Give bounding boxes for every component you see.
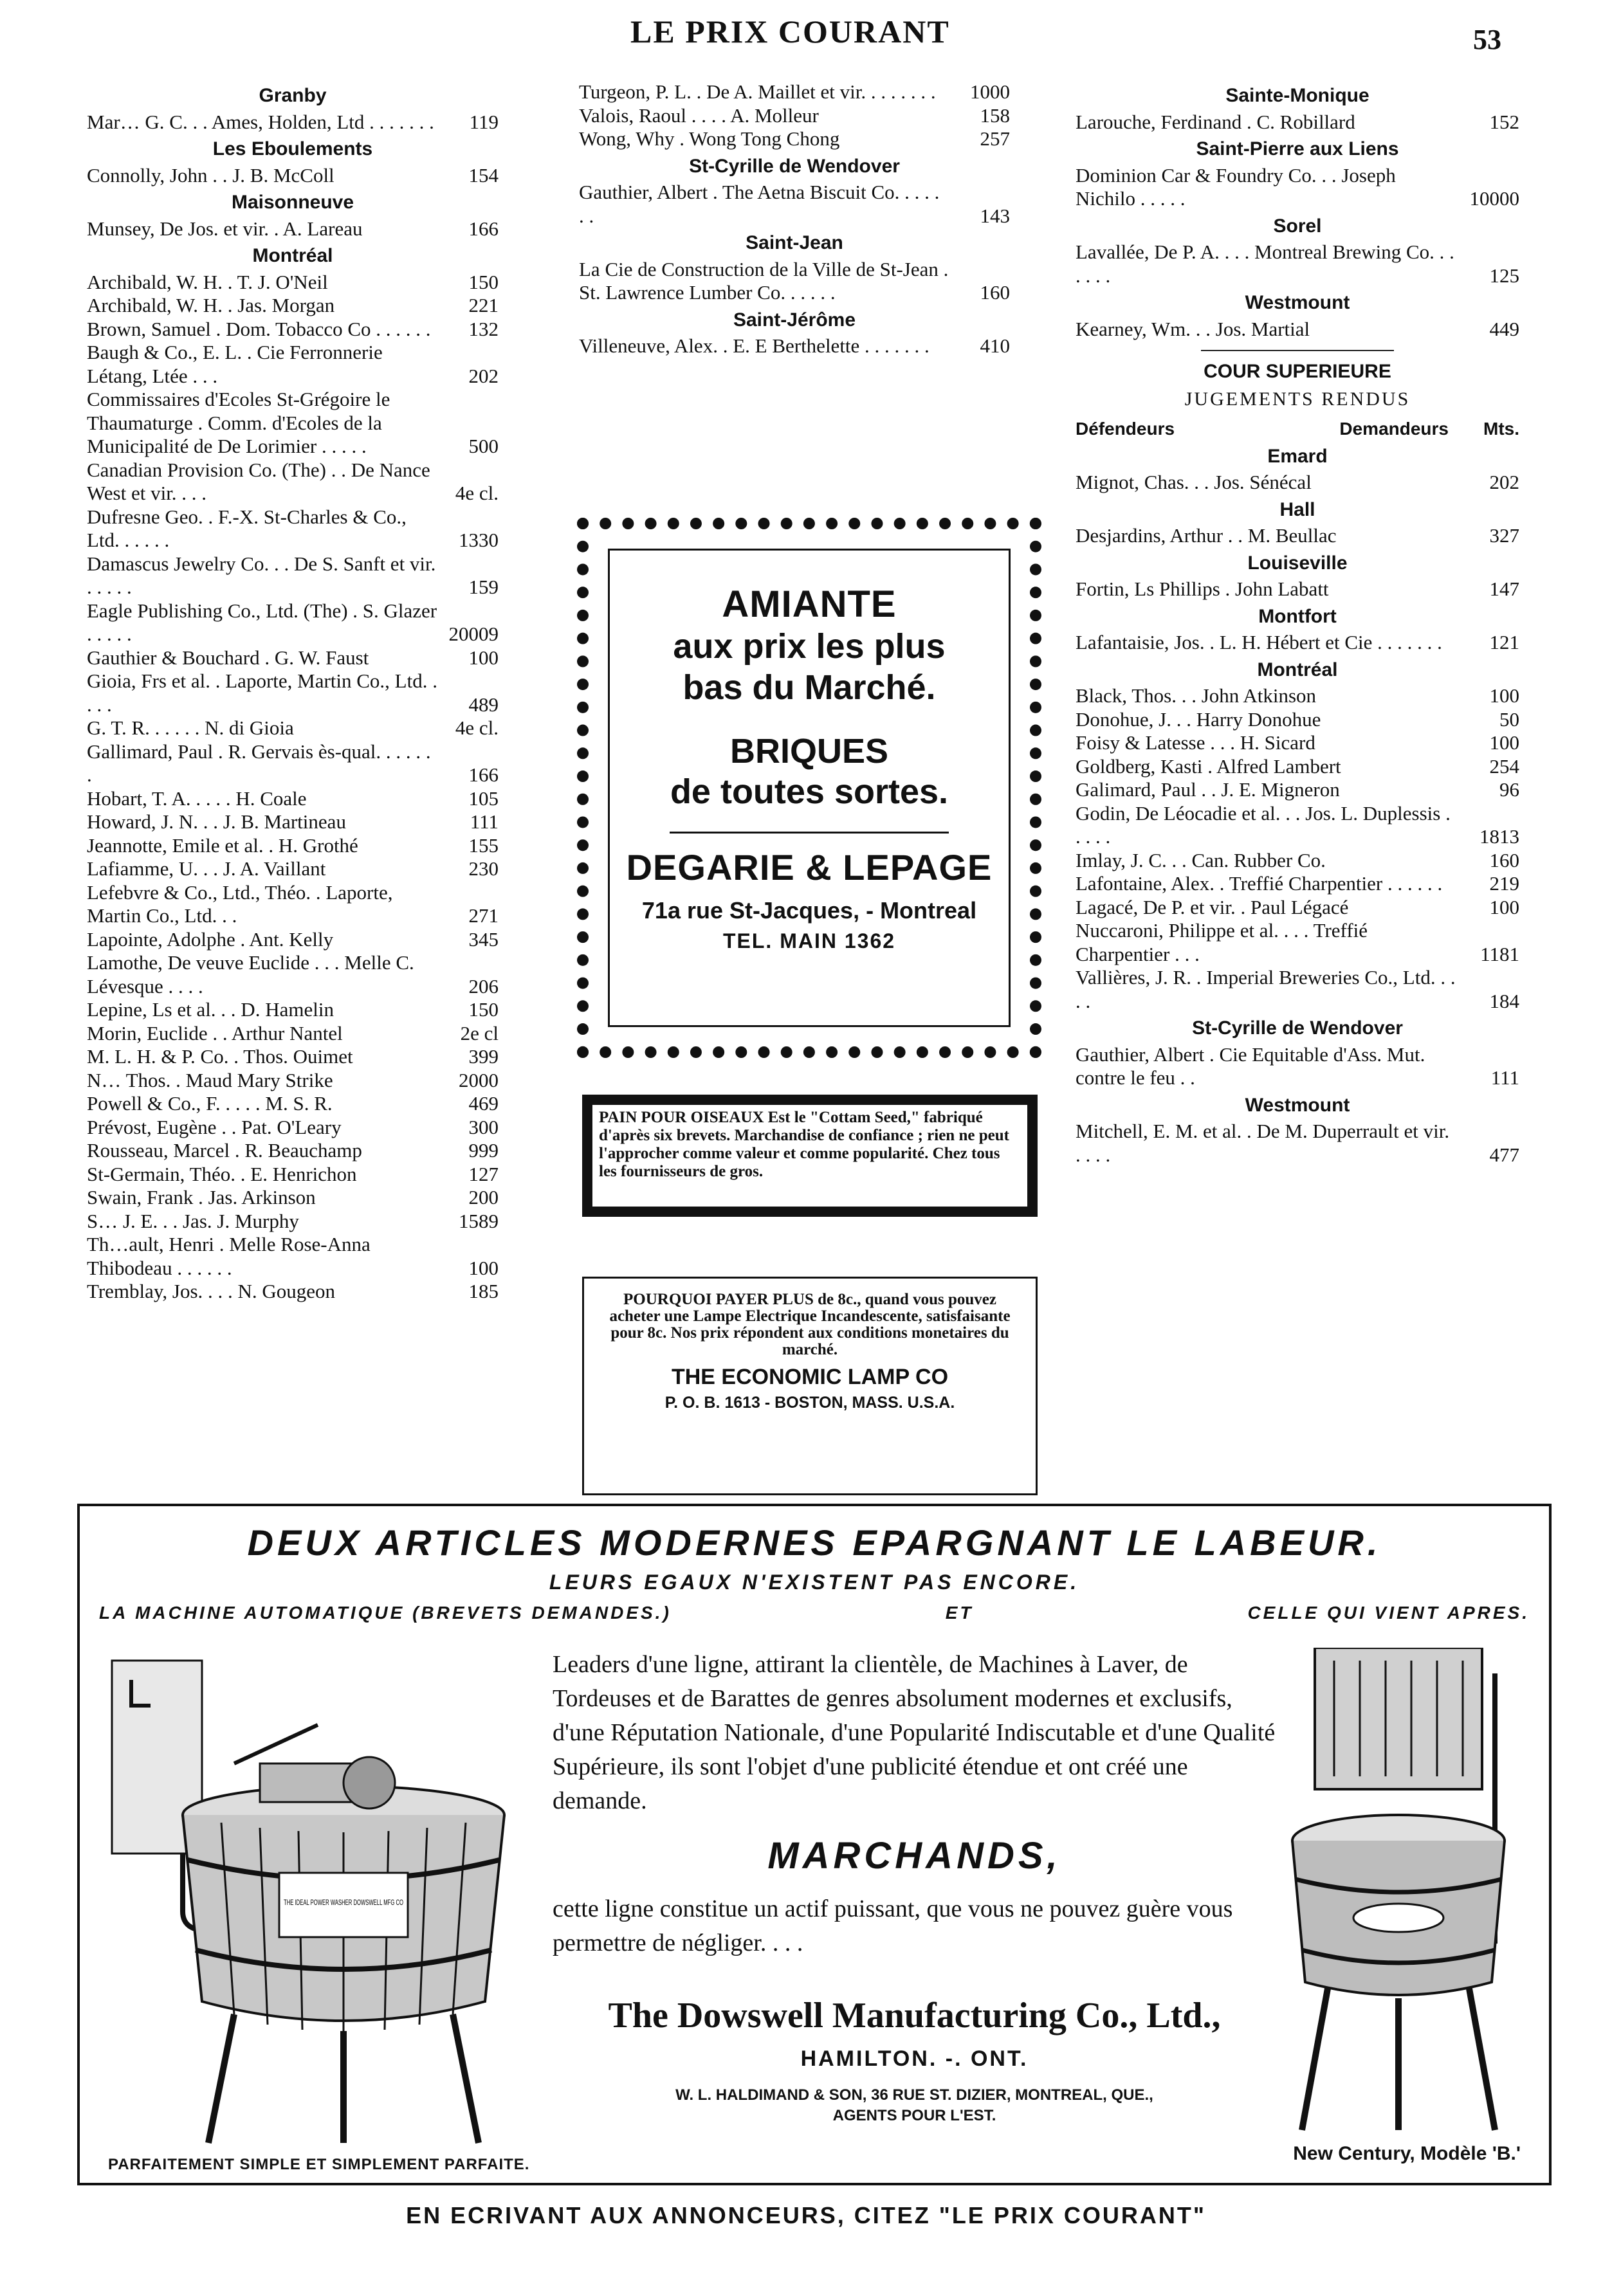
- entry-parties: Goldberg, Kasti . Alfred Lambert: [1076, 754, 1341, 778]
- ad-merchants-heading: MARCHANDS,: [767, 1835, 1061, 1877]
- entry-amount: 125: [1489, 264, 1519, 287]
- lamp-advertisement: [582, 1277, 1038, 1495]
- entry-parties: Gauthier, Albert . Cie Equitable d'Ass. Mut. contre le feu . .: [1076, 1043, 1425, 1089]
- column-header: Mts.: [1483, 419, 1519, 439]
- listing-entry: [1076, 708, 1519, 732]
- entry-amount: 1330: [459, 529, 499, 551]
- entry-parties: Kearney, Wm. . . Jos. Martial: [1076, 317, 1310, 340]
- listing-entry: [87, 834, 499, 858]
- entry-amount: 166: [468, 217, 499, 240]
- entry-parties: Dufresne Geo. . F.-X. St-Charles & Co., Ltd. . . . . .: [87, 505, 407, 551]
- entry-parties: Lagacé, De P. et vir. . Paul Légacé: [1076, 895, 1349, 918]
- listing-entry: [87, 1163, 499, 1187]
- listing-entry: [87, 1233, 499, 1280]
- entry-parties: Gauthier & Bouchard . G. W. Faust: [87, 646, 369, 669]
- listing-entry: [1076, 1120, 1519, 1167]
- entry-parties: Brown, Samuel . Dom. Tobacco Co . . . . . .: [87, 317, 431, 340]
- entry-parties: Fortin, Ls Phillips . John Labatt: [1076, 578, 1329, 600]
- entry-parties: Valois, Raoul . . . . A. Molleur: [579, 104, 819, 127]
- listing-entry: [87, 1186, 499, 1210]
- entry-parties: Gauthier, Albert . The Aetna Biscuit Co. . . . . . .: [579, 181, 940, 227]
- entry-amount: 999: [468, 1139, 499, 1162]
- listing-entry: [87, 1045, 499, 1069]
- entry-parties: Donohue, J. . . Harry Donohue: [1076, 707, 1321, 731]
- section-heading: St-Cyrille de Wendover: [1192, 1017, 1403, 1039]
- entry-amount: 154: [468, 163, 499, 187]
- listing-entry: [1076, 471, 1519, 495]
- column-header: Demandeurs: [1339, 419, 1449, 439]
- entry-amount: 150: [468, 998, 499, 1021]
- entry-parties: Dominion Car & Foundry Co. . . Joseph Nichilo . . . . .: [1076, 163, 1396, 210]
- entry-amount: 159: [468, 576, 499, 598]
- section-heading: Montréal: [1257, 659, 1338, 680]
- entry-parties: Tremblay, Jos. . . . N. Gougeon: [87, 1280, 336, 1302]
- listing-entry: [87, 810, 499, 834]
- ad-agent-line-2: AGENTS POUR L'EST.: [832, 2107, 996, 2124]
- page-number: 53: [1473, 24, 1501, 55]
- listing-entry: [1076, 849, 1519, 873]
- entry-amount: 271: [468, 904, 499, 927]
- ad-right-label: CELLE QUI VIENT APRES.: [1247, 1603, 1530, 1623]
- entry-parties: Galimard, Paul . . J. E. Migneron: [1076, 778, 1340, 801]
- listing-entry: [87, 928, 499, 952]
- entry-amount: 100: [1489, 895, 1519, 918]
- entry-amount: 221: [468, 294, 499, 316]
- ad-subtitle: LEURS EGAUX N'EXISTENT PAS ENCORE.: [549, 1571, 1080, 1594]
- page-footer: EN ECRIVANT AUX ANNONCEURS, CITEZ "LE PRIX COURANT": [406, 2202, 1206, 2228]
- entry-amount: 147: [1489, 578, 1519, 600]
- entry-amount: 119: [469, 110, 499, 133]
- entry-parties: St-Germain, Théo. . E. Henrichon: [87, 1162, 357, 1185]
- entry-parties: Howard, J. N. . . J. B. Martineau: [87, 810, 346, 833]
- entry-amount: 121: [1489, 631, 1519, 653]
- listing-entry: [87, 716, 499, 740]
- entry-amount: 100: [468, 1256, 499, 1279]
- listing-entry: [87, 459, 499, 506]
- ad-agent-line-1: W. L. HALDIMAND & SON, 36 RUE ST. DIZIER, MONTREAL, QUE.,: [675, 2086, 1153, 2104]
- entry-parties: Turgeon, P. L. . De A. Maillet et vir. . . . . . . .: [579, 80, 936, 103]
- washing-machine-illustration: [105, 1641, 530, 2149]
- section-heading: Emard: [1267, 445, 1328, 467]
- entry-amount: 111: [470, 810, 499, 833]
- listing-entry: [1076, 731, 1519, 755]
- lamp-address: P. O. B. 1613 - BOSTON, MASS. U.S.A.: [664, 1394, 955, 1412]
- entry-amount: 155: [468, 834, 499, 857]
- entry-amount: 449: [1489, 317, 1519, 340]
- section-heading: Montréal: [252, 245, 333, 266]
- section-subheading: JUGEMENTS RENDUS: [1184, 388, 1411, 410]
- ad-left-label: LA MACHINE AUTOMATIQUE (BREVETS DEMANDES.): [99, 1603, 672, 1623]
- listing-entry: [87, 388, 499, 459]
- entry-amount: 4e cl.: [455, 482, 499, 504]
- listing-entry: [1076, 778, 1519, 802]
- amiante-line-1: aux prix les plus: [673, 627, 946, 666]
- listing-entry: [87, 271, 499, 295]
- entry-amount: 2e cl: [460, 1021, 499, 1044]
- entry-parties: Lafiamme, U. . . J. A. Vaillant: [87, 857, 326, 880]
- entry-amount: 185: [468, 1280, 499, 1302]
- section-heading: Maisonneuve: [231, 192, 354, 213]
- listing-entry: [87, 740, 499, 787]
- column-header: Défendeurs: [1076, 419, 1175, 439]
- listing-entry: [579, 334, 1010, 358]
- entry-parties: Th…ault, Henri . Melle Rose-Anna Thibodeau . . . . . .: [87, 1233, 371, 1279]
- entry-parties: Mitchell, E. M. et al. . De M. Duperrault et vir. . . . .: [1076, 1120, 1450, 1166]
- listing-entry: [1076, 755, 1519, 779]
- entry-parties: Lafantaisie, Jos. . L. H. Hébert et Cie . . . . . . .: [1076, 631, 1442, 653]
- listing-entry: [579, 80, 1010, 104]
- entry-amount: 158: [980, 104, 1010, 127]
- lamp-company: THE ECONOMIC LAMP CO: [671, 1365, 949, 1389]
- ad-mid-label: ET: [945, 1603, 974, 1623]
- entry-parties: Foisy & Latesse . . . H. Sicard: [1076, 731, 1315, 754]
- entry-amount: 200: [468, 1186, 499, 1208]
- listing-entry: [87, 217, 499, 241]
- listing-entry: [87, 881, 499, 928]
- entry-parties: Lepine, Ls et al. . . D. Hamelin: [87, 998, 334, 1021]
- listing-entry: [87, 318, 499, 342]
- ad-caption-left: PARFAITEMENT SIMPLE ET SIMPLEMENT PARFAITE.: [108, 2156, 530, 2173]
- entry-parties: Morin, Euclide . . Arthur Nantel: [87, 1021, 343, 1044]
- listing-column-1: [87, 80, 499, 1304]
- section-heading: Granby: [259, 85, 327, 106]
- entry-parties: Mar… G. C. . . Ames, Holden, Ltd . . . . . . .: [87, 110, 434, 133]
- entry-amount: 111: [1490, 1066, 1519, 1089]
- entry-amount: 219: [1489, 872, 1519, 895]
- listing-entry: [579, 181, 1010, 228]
- ad-agents: [553, 2085, 1276, 2126]
- entry-amount: 1589: [459, 1209, 499, 1232]
- section-heading: COUR SUPERIEURE: [1204, 361, 1391, 382]
- entry-amount: 469: [468, 1092, 499, 1115]
- listing-entry: [87, 341, 499, 388]
- entry-amount: 160: [1489, 848, 1519, 871]
- section-heading: Les Eboulements: [212, 138, 373, 159]
- entry-amount: 300: [468, 1115, 499, 1138]
- new-century-washer-illustration: [1289, 1648, 1521, 2137]
- listing-entry: [579, 127, 1010, 151]
- entry-parties: N… Thos. . Maud Mary Strike: [87, 1068, 333, 1091]
- entry-parties: Godin, De Léocadie et al. . . Jos. L. Duplessis . . . . .: [1076, 801, 1451, 848]
- section-heading: Westmount: [1245, 1094, 1350, 1116]
- entry-parties: Baugh & Co., E. L. . Cie Ferronnerie Létang, Ltée . . .: [87, 341, 383, 387]
- entry-amount: 327: [1489, 524, 1519, 547]
- entry-parties: Lefebvre & Co., Ltd., Théo. . Laporte, Martin Co., Ltd. . .: [87, 880, 393, 927]
- listing-entry: [1076, 684, 1519, 708]
- amiante-title: AMIANTE: [722, 583, 897, 625]
- listing-column-3: [1076, 80, 1519, 1167]
- listing-entry: [1076, 524, 1519, 548]
- amiante-telephone: TEL. MAIN 1362: [722, 929, 896, 952]
- listing-entry: [87, 552, 499, 599]
- entry-amount: 254: [1489, 754, 1519, 778]
- amiante-address: 71a rue St-Jacques, - Montreal: [641, 897, 977, 924]
- listing-entry: [1076, 966, 1519, 1013]
- listing-entry: [87, 1116, 499, 1140]
- section-heading: Montfort: [1258, 605, 1337, 627]
- section-heading: Saint-Pierre aux Liens: [1196, 138, 1399, 159]
- briques-title: BRIQUES: [729, 732, 889, 770]
- entry-amount: 50: [1499, 707, 1519, 731]
- listing-entry: [1076, 241, 1519, 287]
- entry-parties: S… J. E. . . Jas. J. Murphy: [87, 1209, 299, 1232]
- entry-amount: 150: [468, 270, 499, 293]
- listing-entry: [87, 787, 499, 811]
- amiante-company: DEGARIE & LEPAGE: [626, 847, 993, 888]
- entry-amount: 345: [468, 927, 499, 951]
- section-heading: Westmount: [1245, 292, 1350, 313]
- listing-entry: [87, 1092, 499, 1116]
- amiante-divider: [670, 832, 949, 834]
- entry-amount: 1181: [1480, 942, 1519, 965]
- entry-amount: 2000: [459, 1068, 499, 1091]
- entry-parties: Vallières, J. R. . Imperial Breweries Co., Ltd. . . . .: [1076, 966, 1456, 1012]
- listing-entry: [1076, 919, 1519, 966]
- lamp-ad-text: POURQUOI PAYER PLUS de 8c., quand vous pouvez acheter une Lampe Electrique Incandescente, satisfaisante pour 8c. Nos prix répondent aux conditions monetaires du marché.: [609, 1291, 1011, 1358]
- listing-entry: [1076, 111, 1519, 134]
- ad-caption-right: New Century, Modèle 'B.': [1293, 2143, 1521, 2164]
- entry-amount: 410: [980, 334, 1010, 357]
- amiante-advertisement: [577, 518, 1041, 1058]
- entry-amount: 1813: [1479, 825, 1519, 848]
- entry-parties: Hobart, T. A. . . . . H. Coale: [87, 787, 307, 810]
- listing-entry: [87, 1069, 499, 1093]
- ad-title: DEUX ARTICLES MODERNES EPARGNANT LE LABEUR.: [247, 1522, 1382, 1563]
- entry-parties: Swain, Frank . Jas. Arkinson: [87, 1186, 316, 1208]
- judgments-column-headers: [1076, 417, 1519, 441]
- listing-entry: [1076, 1043, 1519, 1090]
- entry-parties: Archibald, W. H. . Jas. Morgan: [87, 294, 335, 316]
- entry-parties: Lamothe, De veuve Euclide . . . Melle C. Lévesque . . . .: [87, 951, 414, 998]
- ad-company-name: The Dowswell Manufacturing Co., Ltd.,: [608, 1996, 1221, 2036]
- ad-body-text-2: cette ligne constitue un actif puissant, que vous ne pouvez guère vous permettre de négliger. . . .: [553, 1895, 1233, 1956]
- listing-entry: [1076, 318, 1519, 342]
- entry-parties: Desjardins, Arthur . . M. Beullac: [1076, 524, 1337, 547]
- listing-entry: [87, 1210, 499, 1234]
- listing-column-2: [579, 80, 1010, 358]
- entry-parties: Larouche, Ferdinand . C. Robillard: [1076, 110, 1355, 133]
- entry-parties: Commissaires d'Ecoles St-Grégoire le Thaumaturge . Comm. d'Ecoles de la Municipalité de De Lorimier . . . . .: [87, 388, 390, 457]
- entry-parties: Munsey, De Jos. et vir. . A. Lareau: [87, 217, 363, 240]
- section-heading: Saint-Jean: [746, 232, 843, 253]
- entry-parties: Connolly, John . . J. B. McColl: [87, 163, 334, 187]
- section-heading: Saint-Jérôme: [733, 309, 856, 331]
- entry-parties: Lapointe, Adolphe . Ant. Kelly: [87, 927, 334, 951]
- ad-label-row: [99, 1603, 1530, 1623]
- entry-parties: Powell & Co., F. . . . . M. S. R.: [87, 1092, 333, 1115]
- entry-amount: 184: [1489, 989, 1519, 1012]
- amiante-line-2: bas du Marché.: [682, 668, 936, 707]
- entry-amount: 100: [1489, 731, 1519, 754]
- listing-entry: [1076, 872, 1519, 896]
- briques-line: de toutes sortes.: [670, 772, 949, 811]
- listing-entry: [1076, 164, 1519, 211]
- entry-amount: 206: [468, 974, 499, 998]
- entry-parties: Imlay, J. C. . . Can. Rubber Co.: [1076, 848, 1326, 871]
- entry-amount: 152: [1489, 110, 1519, 133]
- section-heading: St-Cyrille de Wendover: [689, 155, 900, 177]
- entry-amount: 160: [980, 281, 1010, 304]
- entry-parties: Mignot, Chas. . . Jos. Sénécal: [1076, 471, 1312, 493]
- entry-amount: 399: [468, 1045, 499, 1068]
- dowswell-advertisement: [77, 1504, 1552, 2185]
- entry-parties: La Cie de Construction de la Ville de St-Jean . St. Lawrence Lumber Co. . . . . .: [579, 257, 949, 304]
- section-heading: Sorel: [1273, 215, 1322, 237]
- entry-amount: 20009: [448, 623, 499, 645]
- section-heading: Sainte-Monique: [1225, 85, 1369, 106]
- listing-entry: [1076, 631, 1519, 655]
- entry-parties: Damascus Jewelry Co. . . De S. Sanft et vir. . . . . .: [87, 552, 436, 598]
- entry-parties: Wong, Why . Wong Tong Chong: [579, 127, 840, 150]
- entry-parties: Rousseau, Marcel . R. Beauchamp: [87, 1139, 362, 1162]
- section-heading: Louiseville: [1247, 552, 1348, 574]
- entry-parties: Gioia, Frs et al. . Laporte, Martin Co., Ltd. . . . .: [87, 670, 437, 716]
- listing-entry: [87, 646, 499, 670]
- bird-seed-advertisement: PAIN POUR OISEAUX Est le "Cottam Seed," fabriqué d'après six brevets. Marchandise de confiance ; rien ne peut l'approcher comme valeur et comme popularité. Chez tous les fournisseurs de gros.: [582, 1095, 1038, 1217]
- entry-parties: Black, Thos. . . John Atkinson: [1076, 684, 1317, 707]
- listing-entry: [1076, 802, 1519, 849]
- ad-company-city: HAMILTON. -. ONT.: [800, 2046, 1029, 2071]
- listing-entry: [579, 258, 1010, 305]
- listing-entry: [87, 599, 499, 646]
- entry-amount: 489: [468, 693, 499, 716]
- entry-parties: Prévost, Eugène . . Pat. O'Leary: [87, 1115, 342, 1138]
- entry-parties: Gallimard, Paul . R. Gervais ès-qual. . . . . . .: [87, 740, 431, 786]
- entry-parties: M. L. H. & P. Co. . Thos. Ouimet: [87, 1045, 353, 1068]
- entry-amount: 202: [1489, 471, 1519, 493]
- listing-entry: [579, 104, 1010, 128]
- entry-amount: 105: [468, 787, 499, 810]
- entry-amount: 166: [468, 763, 499, 786]
- entry-parties: Nuccaroni, Philippe et al. . . . Treffié Charpentier . . .: [1076, 919, 1368, 965]
- entry-parties: Canadian Provision Co. (The) . . De Nance West et vir. . . .: [87, 458, 430, 504]
- entry-parties: Jeannotte, Emile et al. . H. Grothé: [87, 834, 358, 857]
- section-heading: Hall: [1279, 498, 1315, 520]
- listing-entry: [87, 998, 499, 1022]
- machine-label-text: THE IDEAL POWER WASHER DOWSWELL MFG CO: [284, 1898, 403, 1907]
- listing-entry: [87, 857, 499, 881]
- listing-entry: [87, 506, 499, 552]
- section-divider: [1201, 350, 1394, 351]
- entry-parties: Lafontaine, Alex. . Treffié Charpentier . . . . . .: [1076, 872, 1443, 895]
- listing-entry: [87, 1280, 499, 1304]
- listing-entry: [87, 294, 499, 318]
- listing-entry: [1076, 578, 1519, 601]
- entry-amount: 230: [468, 857, 499, 880]
- entry-parties: G. T. R. . . . . . N. di Gioia: [87, 716, 294, 739]
- listing-entry: [1076, 896, 1519, 920]
- listing-entry: [87, 670, 499, 716]
- entry-amount: 132: [468, 317, 499, 340]
- listing-entry: [87, 164, 499, 188]
- entry-amount: 96: [1499, 778, 1519, 801]
- listing-entry: [87, 1022, 499, 1046]
- entry-amount: 1000: [970, 80, 1010, 103]
- listing-entry: [87, 1139, 499, 1163]
- listing-entry: [87, 111, 499, 134]
- entry-amount: 143: [980, 204, 1010, 227]
- entry-parties: Villeneuve, Alex. . E. E Berthelette . . . . . . .: [579, 334, 930, 357]
- entry-parties: Eagle Publishing Co., Ltd. (The) . S. Glazer . . . . .: [87, 599, 437, 645]
- entry-amount: 257: [980, 127, 1010, 150]
- entry-amount: 100: [1489, 684, 1519, 707]
- entry-parties: Lavallée, De P. A. . . . Montreal Brewing Co. . . . . . .: [1076, 241, 1454, 287]
- entry-amount: 10000: [1469, 187, 1519, 210]
- entry-amount: 100: [468, 646, 499, 669]
- ad-body-text: Leaders d'une ligne, attirant la clientèle, de Machines à Laver, de Tordeuses et de Barattes de genres absolument modernes et exclusifs, d'une Réputation Nationale, d'une Popularité Indiscutable et d'une Qualité Supérieure, ils sont l'objet d'une publicité étendue et ont créé une demande.: [553, 1651, 1276, 1814]
- entry-amount: 4e cl.: [455, 716, 499, 739]
- page-header-title: LE PRIX COURANT: [630, 14, 950, 50]
- entry-amount: 127: [468, 1162, 499, 1185]
- entry-amount: 500: [468, 435, 499, 457]
- entry-amount: 477: [1489, 1143, 1519, 1166]
- entry-amount: 202: [468, 364, 499, 387]
- entry-parties: Archibald, W. H. . T. J. O'Neil: [87, 270, 328, 293]
- listing-entry: [87, 951, 499, 998]
